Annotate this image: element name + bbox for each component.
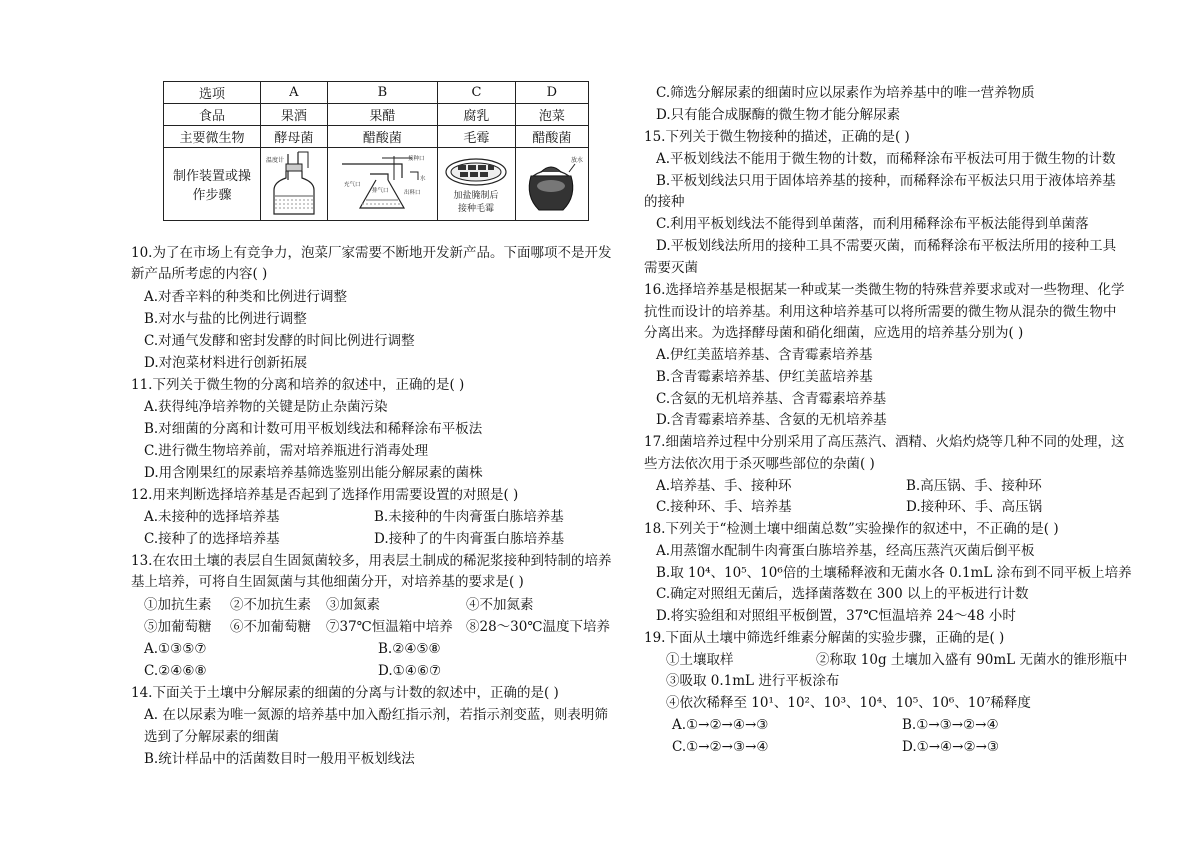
option-c: C.进行微生物培养前，需对培养瓶进行消毒处理 xyxy=(144,443,429,459)
option-c: C.含氨的无机培养基、含青霉素培养基 xyxy=(656,391,887,407)
option-a: A.用蒸馏水配制牛肉膏蛋白胨培养基，经高压蒸汽灭菌后倒平板 xyxy=(656,543,1035,559)
thermometer-label: 温度计 xyxy=(265,157,284,164)
tofu-figure xyxy=(441,150,511,218)
question-10: 10.为了在市场上有竞争力，泡菜厂家需要不断地开发新产品。下面哪项不是开发 xyxy=(131,245,612,261)
q13-item: ③加氮素 xyxy=(326,597,380,613)
device-label-line: 作步骤 xyxy=(192,188,232,203)
option-a: A.①→②→④→③ xyxy=(672,717,769,733)
table-cell: B xyxy=(327,82,437,104)
option-a: A. 在以尿素为唯一氮源的培养基中加入酚红指示剂，若指示剂变蓝，则表明筛 xyxy=(144,707,608,723)
option-c: C.接种环、手、培养基 xyxy=(656,499,792,515)
table-cell: 酵母菌 xyxy=(261,126,328,148)
table-cell: 选项 xyxy=(164,82,261,104)
option-b-cont: 的接种 xyxy=(644,194,685,210)
q13-item: ②不加抗生素 xyxy=(230,597,311,613)
option-a: A.平板划线法不能用于微生物的计数，而稀释涂布平板法可用于微生物的计数 xyxy=(656,151,1116,167)
question-16-cont: 分离出来。为选择酵母菌和硝化细菌，应选用的培养基分别为( ) xyxy=(644,325,1024,341)
table-cell: A xyxy=(261,82,328,104)
option-b: B.对水与盐的比例进行调整 xyxy=(144,311,307,327)
q13-item: ⑦37℃恒温箱中培养 xyxy=(326,619,453,635)
table-cell: 果酒 xyxy=(261,104,328,126)
q13-item: ⑧28～30℃温度下培养 xyxy=(466,619,610,635)
table-row xyxy=(164,126,589,148)
device-text: 放水 xyxy=(570,157,583,164)
wine-bottle-figure xyxy=(264,150,324,218)
option-c: C.利用平板划线法不能得到单菌落，而利用稀释涂布平板法能得到单菌落 xyxy=(656,216,1089,232)
table-cell xyxy=(164,148,261,221)
table-header-row xyxy=(164,82,589,104)
tofu-caption-2: 接种毛霉 xyxy=(458,204,495,214)
option-a: A.对香辛料的种类和比例进行调整 xyxy=(144,289,348,305)
q13-item: ④不加氮素 xyxy=(466,597,534,613)
option-c: C.对通气发酵和密封发酵的时间比例进行调整 xyxy=(144,333,415,349)
table-cell xyxy=(515,148,588,221)
question-11: 11.下列关于微生物的分离和培养的叙述中，正确的是( ) xyxy=(131,377,465,393)
option-c: C.②④⑥⑧ xyxy=(144,663,207,679)
table-cell: 醋酸菌 xyxy=(515,126,588,148)
option-c: C.确定对照组无菌后，选择菌落数在 300 以上的平板进行计数 xyxy=(656,586,1029,602)
device-text: 充气口 xyxy=(344,182,361,188)
option-b: B.①→③→②→④ xyxy=(902,717,999,733)
option-a: A.获得纯净培养物的关键是防止杂菌污染 xyxy=(144,399,388,415)
question-17-cont: 些方法依次用于杀灭哪些部位的杂菌( ) xyxy=(644,456,875,472)
q19-step: ④依次稀释至 10¹、10²、10³、10⁴、10⁵、10⁶、10⁷稀释度 xyxy=(666,695,1031,711)
vinegar-flask-figure xyxy=(332,150,432,218)
question-16-cont: 抗性而设计的培养基。利用这种培养基可以将所需要的微生物从混杂的微生物中 xyxy=(644,304,1117,320)
option-c: C.①→②→③→④ xyxy=(672,739,769,755)
pickle-jar-figure xyxy=(519,150,585,218)
q13-item: ①加抗生素 xyxy=(144,597,212,613)
table-cell: D xyxy=(515,82,588,104)
option-a: A.未接种的选择培养基 xyxy=(144,509,280,525)
option-d: D.只有能合成脲酶的微生物才能分解尿素 xyxy=(656,107,901,123)
option-c: C.筛选分解尿素的细菌时应以尿素作为培养基中的唯一营养物质 xyxy=(656,85,1035,101)
q19-step: ②称取 10g 土壤加入盛有 90mL 无菌水的锥形瓶中 xyxy=(816,652,1128,668)
table-cell xyxy=(261,148,328,221)
table-cell: 主要微生物 xyxy=(164,126,261,148)
question-18: 18.下列关于“检测土壤中细菌总数”实验操作的叙述中，不正确的是( ) xyxy=(644,521,1059,537)
option-a: A.培养基、手、接种环 xyxy=(656,478,792,494)
option-d: D.平板划线法所用的接种工具不需要灭菌，而稀释涂布平板法所用的接种工具 xyxy=(656,238,1117,254)
table-row xyxy=(164,104,589,126)
option-d: D.用含刚果红的尿素培养基筛选鉴别出能分解尿素的菌株 xyxy=(144,465,483,481)
question-13: 13.在农田土壤的表层自生固氮菌较多，用表层土制成的稀泥浆接种到特制的培养 xyxy=(131,553,612,569)
table-cell: 腐乳 xyxy=(438,104,516,126)
option-d: D.接种了的牛肉膏蛋白胨培养基 xyxy=(374,531,565,547)
option-d-cont: 需要灭菌 xyxy=(644,260,698,276)
q13-item: ⑥不加葡萄糖 xyxy=(230,619,311,635)
option-b: B.统计样品中的活菌数目时一般用平板划线法 xyxy=(144,751,415,767)
table-row-devices xyxy=(164,148,589,221)
question-10-cont: 新产品所考虑的内容( ) xyxy=(131,266,268,282)
q19-step: ③吸取 0.1mL 进行平板涂布 xyxy=(666,673,840,689)
question-16: 16.选择培养基是根据某一种或某一类微生物的特殊营养要求或对一些物理、化学 xyxy=(644,282,1125,298)
question-12: 12.用来判断选择培养基是否起到了选择作用需要设置的对照是( ) xyxy=(131,487,519,503)
question-15: 15.下列关于微生物接种的描述，正确的是( ) xyxy=(644,129,910,145)
option-b: B.取 10⁴、10⁵、10⁶倍的土壤稀释液和无菌水各 0.1mL 涂布到不同平板上培养 xyxy=(656,565,1132,581)
table-cell: 食品 xyxy=(164,104,261,126)
device-text: 排气口 xyxy=(372,188,389,194)
question-13-cont: 基上培养，可将自生固氮菌与其他细菌分开，对培养基的要求是( ) xyxy=(131,574,524,590)
option-d: D.对泡菜材料进行创新拓展 xyxy=(144,355,308,371)
option-a: A.伊红美蓝培养基、含青霉素培养基 xyxy=(656,347,873,363)
table-cell xyxy=(327,148,437,221)
options-table xyxy=(163,81,589,221)
question-17: 17.细菌培养过程中分别采用了高压蒸汽、酒精、火焰灼烧等几种不同的处理，这 xyxy=(644,434,1125,450)
option-b: B.②④⑤⑧ xyxy=(378,641,441,657)
table-cell: 醋酸菌 xyxy=(327,126,437,148)
device-text: 接种口 xyxy=(408,156,425,162)
device-text: 出料口 xyxy=(404,190,421,196)
q13-item: ⑤加葡萄糖 xyxy=(144,619,212,635)
question-14: 14.下面关于土壤中分解尿素的细菌的分离与计数的叙述中，正确的是( ) xyxy=(131,685,559,701)
table-cell: 果醋 xyxy=(327,104,437,126)
option-b: B.含青霉素培养基、伊红美蓝培养基 xyxy=(656,369,873,385)
option-a: A.①③⑤⑦ xyxy=(144,641,207,657)
tofu-caption-1: 加盐腌制后 xyxy=(453,191,499,201)
table-cell: 毛霉 xyxy=(438,126,516,148)
option-b: B.高压锅、手、接种环 xyxy=(906,478,1042,494)
option-d: D.含青霉素培养基、含氨的无机培养基 xyxy=(656,412,887,428)
option-d: D.将实验组和对照组平板倒置，37℃恒温培养 24～48 小时 xyxy=(656,608,1016,624)
table-cell: C xyxy=(438,82,516,104)
option-d: D.①→④→②→③ xyxy=(902,739,999,755)
option-d: D.①④⑥⑦ xyxy=(378,663,442,679)
device-label-line: 制作装置或操 xyxy=(172,169,251,184)
option-b: B.未接种的牛肉膏蛋白胨培养基 xyxy=(374,509,564,525)
option-b: B.平板划线法只用于固体培养基的接种，而稀释涂布平板法只用于液体培养基 xyxy=(656,173,1116,189)
option-c: C.接种了的选择培养基 xyxy=(144,531,280,547)
table-cell: 泡菜 xyxy=(515,104,588,126)
device-text: 水 xyxy=(420,176,426,182)
table-cell xyxy=(438,148,516,221)
option-d: D.接种环、手、高压锅 xyxy=(906,499,1043,515)
option-b: B.对细菌的分离和计数可用平板划线法和稀释涂布平板法 xyxy=(144,421,483,437)
q19-step: ①土壤取样 xyxy=(666,652,734,668)
option-a-cont: 选到了分解尿素的细菌 xyxy=(144,729,279,745)
question-19: 19.下面从土壤中筛选纤维素分解菌的实验步骤，正确的是( ) xyxy=(644,630,1005,646)
